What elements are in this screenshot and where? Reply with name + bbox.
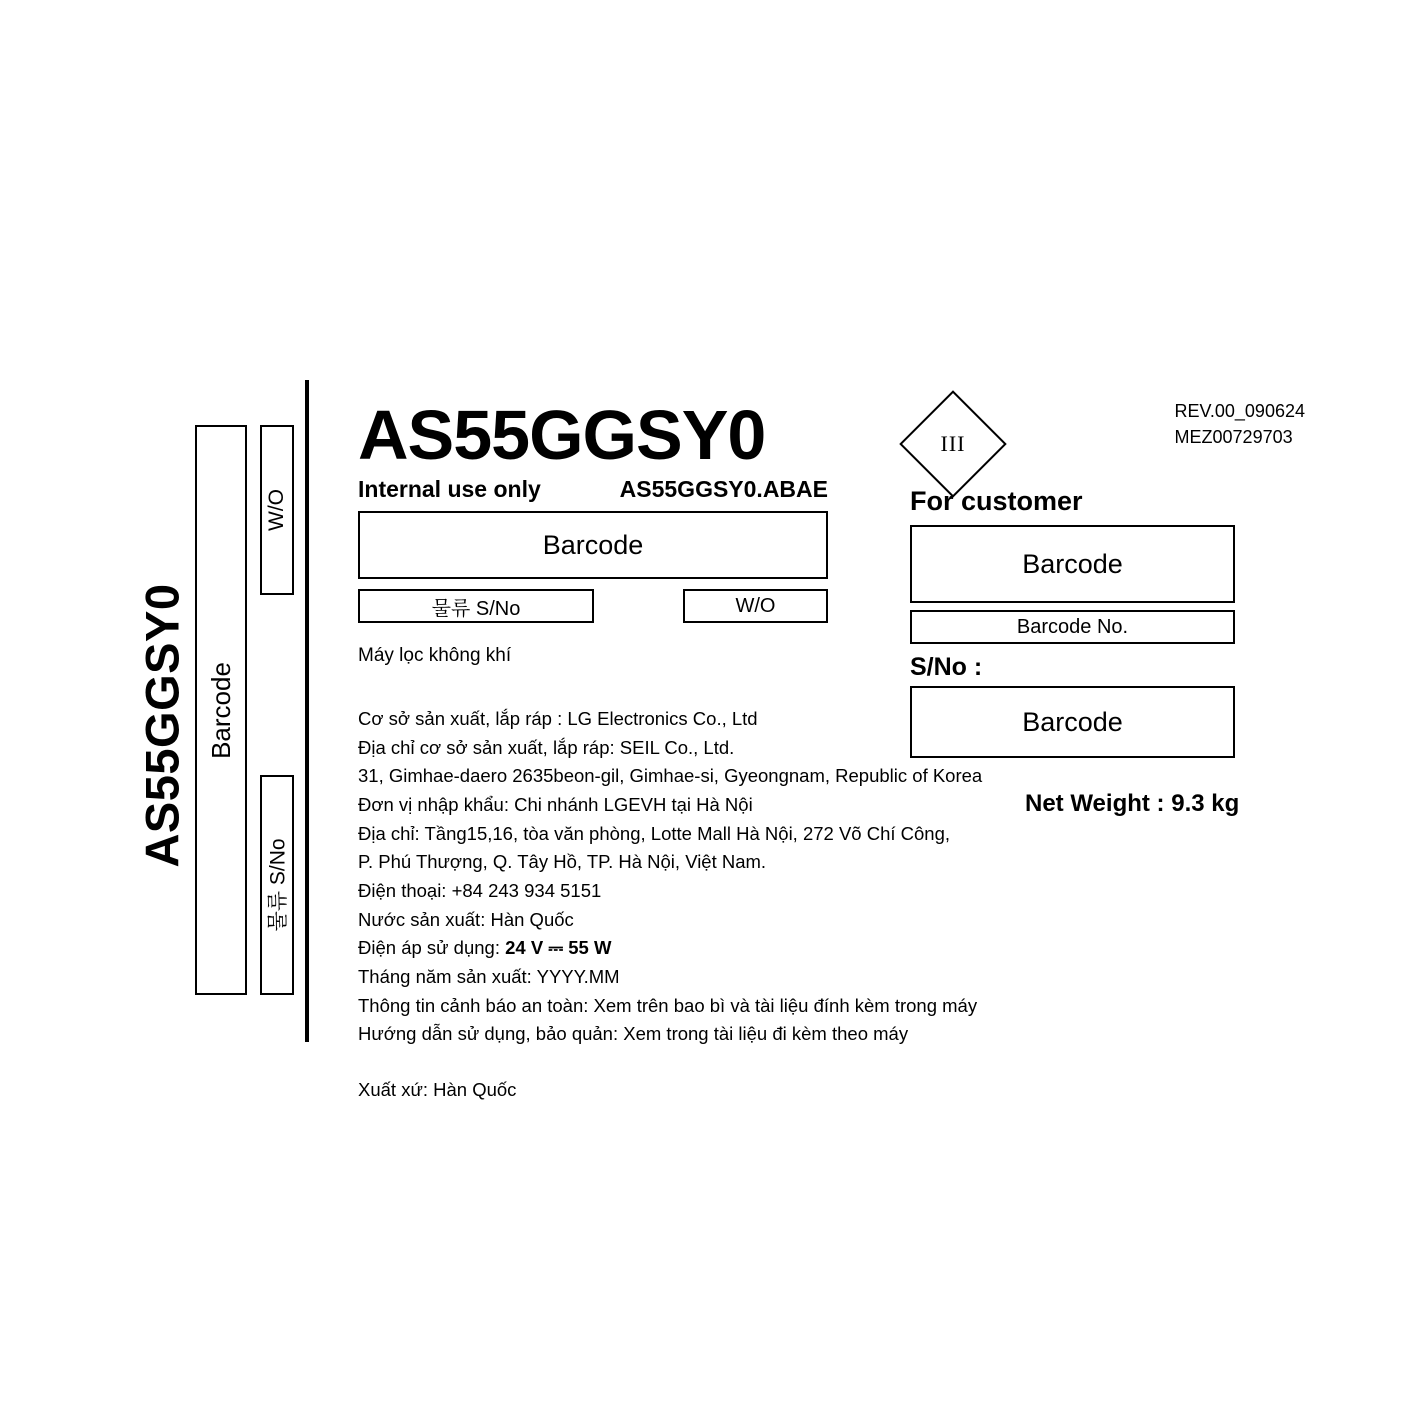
internal-code: AS55GGSY0.ABAE	[619, 476, 828, 502]
center-small-boxes-row	[358, 589, 828, 623]
for-customer-title: For customer	[910, 486, 1083, 516]
center-wo-box: W/O	[683, 589, 828, 623]
left-wo-box	[260, 425, 294, 595]
customer-barcode-number-box: Barcode No.	[910, 610, 1235, 644]
revision-line: REV.00_090624	[1174, 401, 1305, 421]
manufacture-date-line: Tháng năm sản xuất: YYYY.MM	[358, 966, 620, 988]
serial-number-barcode-box: Barcode	[910, 686, 1235, 758]
address-line: Điện thoại: +84 243 934 5151	[358, 880, 602, 902]
address-line: Nước sản xuất: Hàn Quốc	[358, 908, 574, 930]
net-weight-text: Net Weight : 9.3 kg	[1025, 790, 1240, 817]
center-logistics-sno-box: 물류 S/No	[358, 589, 594, 623]
voltage-line	[358, 934, 958, 963]
vertical-model-label: AS55GGSY0	[135, 582, 189, 868]
internal-use-label: Internal use only	[358, 476, 541, 502]
address-line: Đơn vị nhập khẩu: Chi nhánh LGEVH tại Hà Nội	[358, 794, 753, 816]
internal-use-row	[358, 476, 828, 503]
address-line: Địa chỉ cơ sở sản xuất, lắp ráp: SEIL Co., Ltd.	[358, 736, 735, 758]
center-barcode-box: Barcode	[358, 511, 828, 579]
address-line: Cơ sở sản xuất, lắp ráp : LG Electronics Co., Ltd	[358, 708, 758, 729]
address-line: Địa chỉ: Tầng15,16, tòa văn phòng, Lotte Mall Hà Nội, 272 Võ Chí Công,	[358, 822, 951, 844]
origin-line: Xuất xứ: Hàn Quốc	[358, 1079, 517, 1101]
address-line: 31, Gimhae-daero 2635beon-gil, Gimhae-si, Gyeongnam, Republic of Korea	[358, 765, 983, 787]
voltage-value: 24 V ⎓ 55 W	[505, 937, 612, 959]
class-iii-label: III	[940, 431, 966, 456]
vertical-divider	[305, 380, 309, 1042]
product-name: Máy lọc không khí	[358, 645, 512, 666]
voltage-label: Điện áp sử dụng:	[358, 937, 500, 959]
revision-block	[1175, 398, 1305, 450]
left-barcode-label: Barcode	[205, 661, 236, 759]
model-title: AS55GGSY0	[358, 396, 766, 474]
vertical-model-text	[132, 395, 192, 1055]
usage-instruction-line: Hướng dẫn sử dụng, bảo quản: Xem trong tài liệu đi kèm theo máy	[358, 1023, 909, 1045]
document-number-line: MEZ00729703	[1174, 427, 1293, 448]
left-logistics-sno-box	[260, 775, 294, 995]
left-vertical-panel	[135, 395, 305, 1055]
serial-number-label: S/No :	[910, 653, 983, 681]
left-barcode-box	[195, 425, 247, 995]
left-wo-label: W/O	[265, 489, 288, 531]
address-line: P. Phú Thượng, Q. Tây Hồ, TP. Hà Nội, Việt Nam.	[358, 851, 767, 873]
left-logistics-sno-label: 물류 S/No	[267, 838, 290, 932]
manufacturer-address-block	[358, 705, 983, 1049]
customer-barcode-box: Barcode	[910, 525, 1235, 603]
center-panel	[358, 396, 983, 1101]
safety-warning-line: Thông tin cảnh báo an toàn: Xem trên bao bì và tài liệu đính kèm trong máy	[358, 994, 978, 1016]
